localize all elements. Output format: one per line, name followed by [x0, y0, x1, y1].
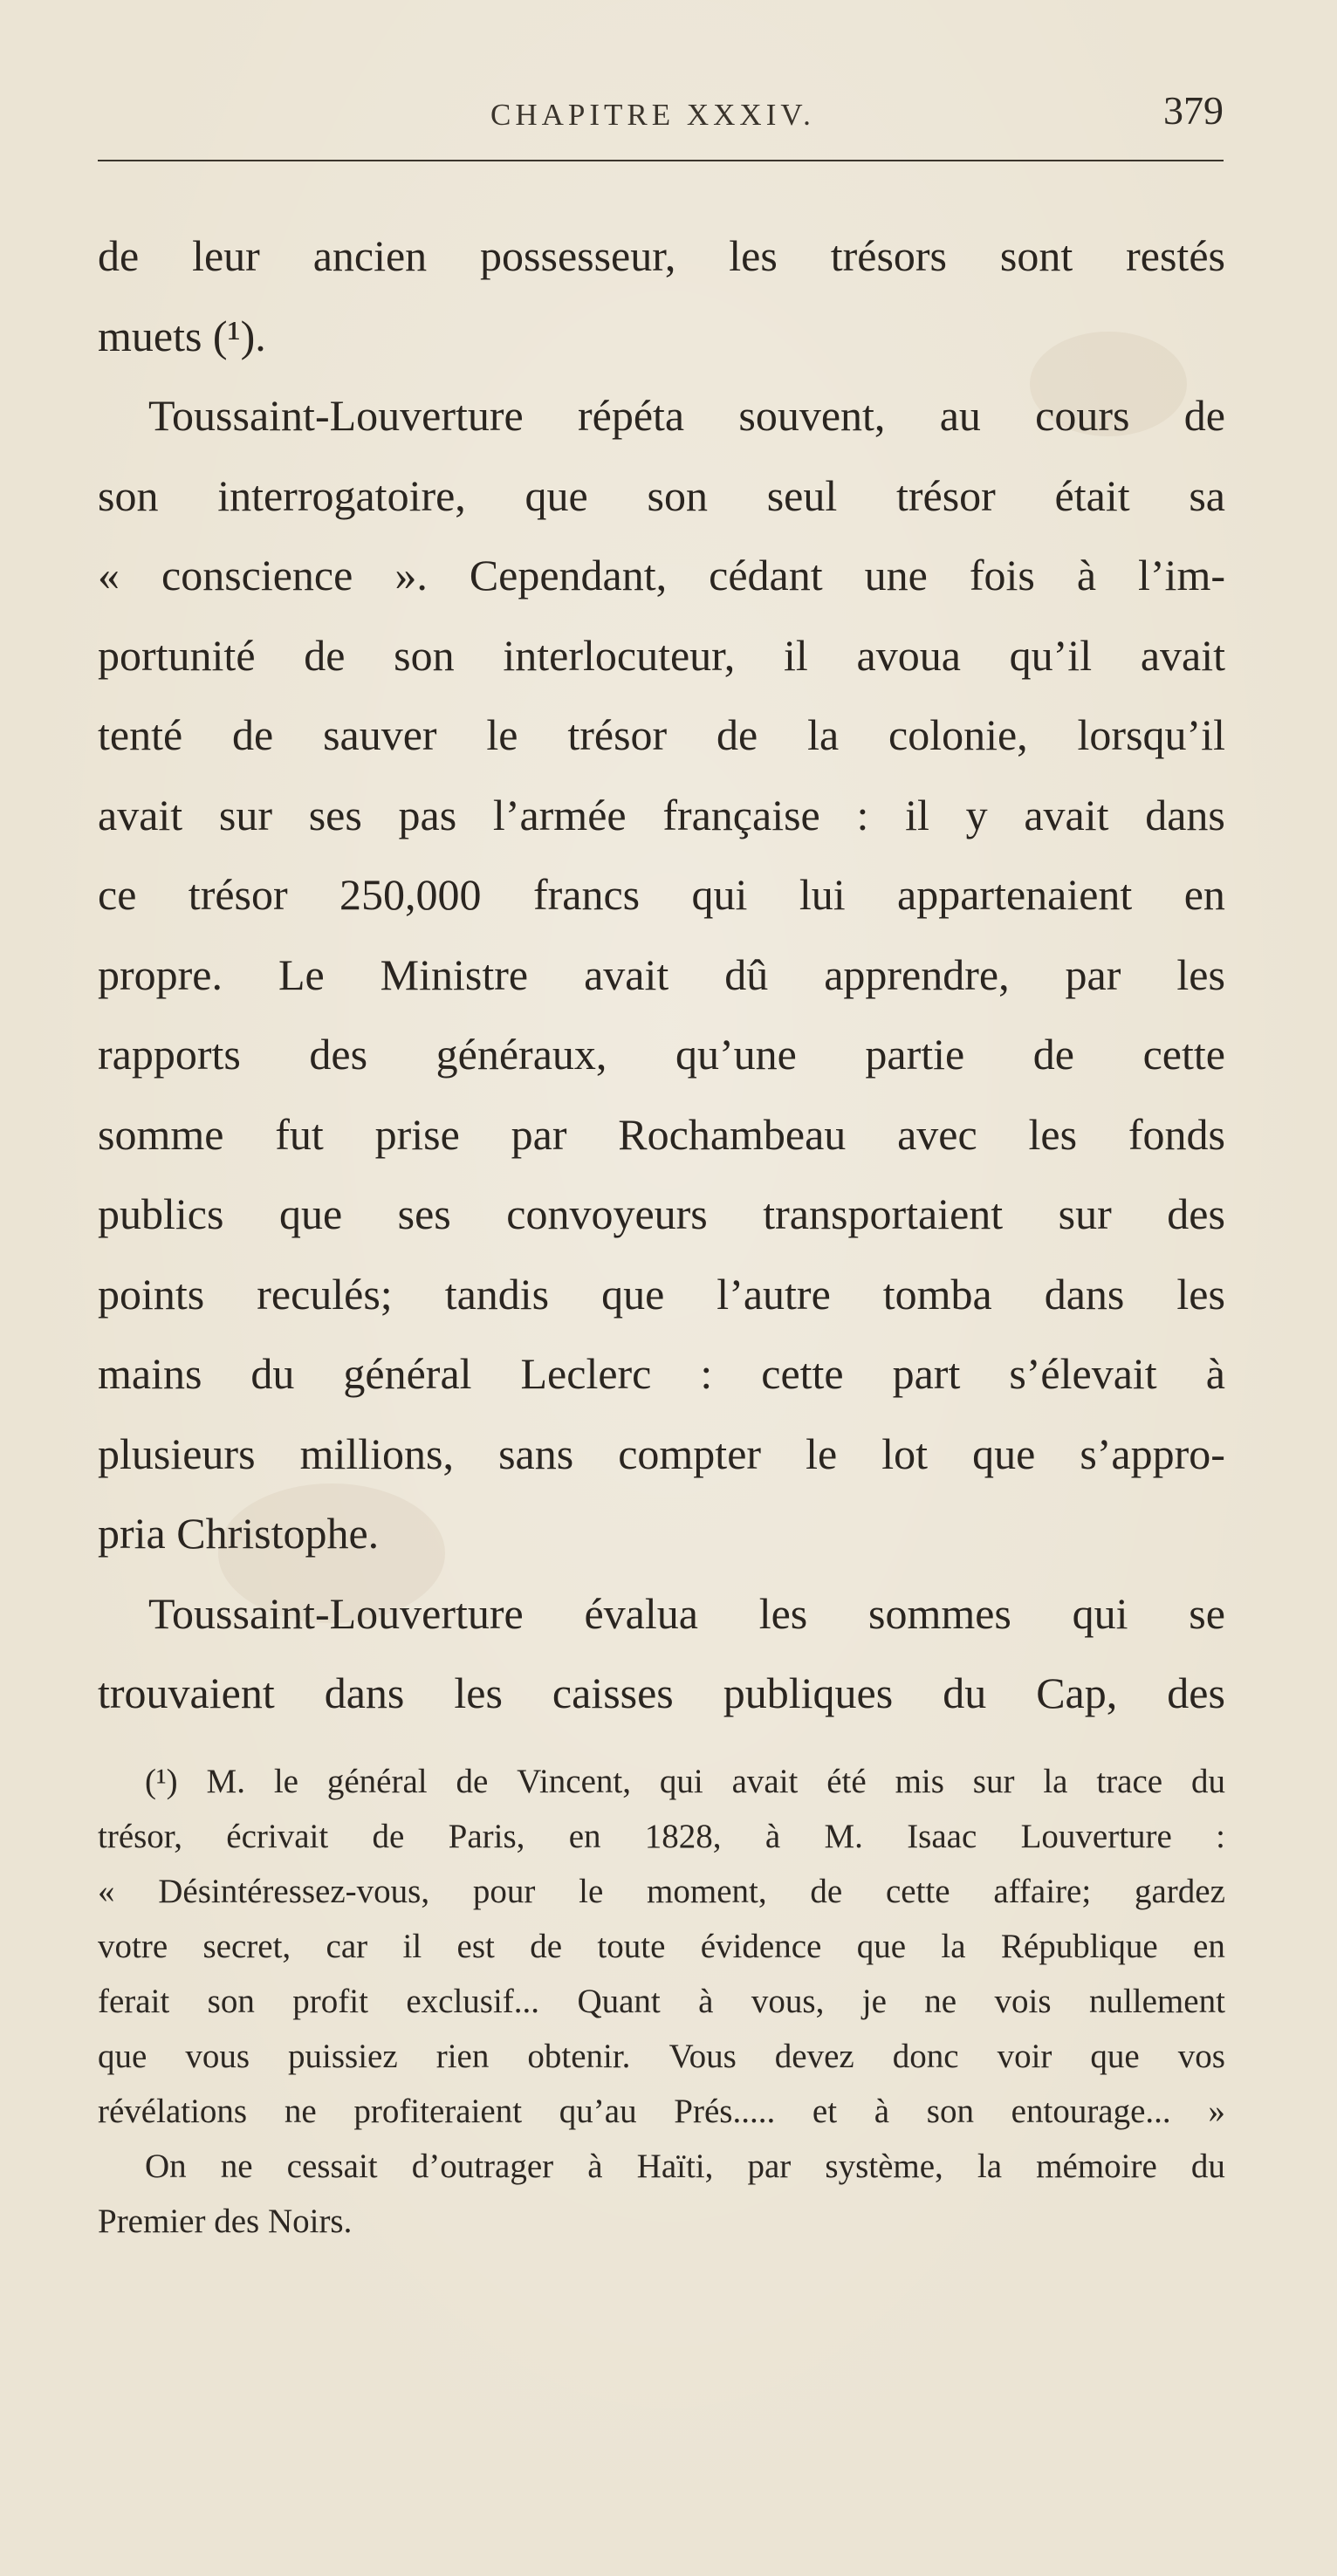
text-line: trouvaient dans les caisses publiques du Cap, des	[98, 1668, 1225, 1717]
text-line: publics que ses convoyeurs transportaient sur des	[98, 1189, 1225, 1238]
footnote	[98, 1754, 1225, 2249]
text-line: points reculés; tandis que l’autre tomba dans les	[98, 1269, 1225, 1319]
footnote-line: ferait son profit exclusif... Quant à vous, je ne vois nullement	[98, 1983, 1225, 2020]
footnote-line: que vous puissiez rien obtenir. Vous devez donc voir que vos	[98, 2038, 1225, 2075]
text-line: son interrogatoire, que son seul trésor était sa	[98, 470, 1225, 520]
text-line: Toussaint-Louverture répéta souvent, au cours de	[148, 391, 1225, 440]
text-line: propre. Le Ministre avait dû apprendre, par les	[98, 949, 1225, 999]
text-line: rapports des généraux, qu’une partie de cette	[98, 1030, 1225, 1079]
running-head: CHAPITRE XXXIV.	[490, 98, 815, 132]
header-rule	[98, 160, 1224, 161]
footnote-line: « Désintéressez-vous, pour le moment, de cette affaire; gardez	[98, 1873, 1225, 1910]
footnote-line: On ne cessait d’outrager à Haïti, par système, la mémoire du	[145, 2148, 1225, 2185]
footnote-line: trésor, écrivait de Paris, en 1828, à M. Isaac Louverture :	[98, 1818, 1225, 1855]
text-line: tenté de sauver le trésor de la colonie, lorsqu’il	[98, 710, 1225, 759]
text-line: Toussaint-Louverture évalua les sommes qui se	[148, 1588, 1225, 1638]
footnote-line: Premier des Noirs.	[98, 2203, 353, 2240]
text-line: somme fut prise par Rochambeau avec les fonds	[98, 1109, 1225, 1159]
page-number: 379	[1163, 88, 1224, 133]
text-line: portunité de son interlocuteur, il avoua qu’il avait	[98, 630, 1225, 680]
page-header	[98, 87, 1224, 148]
text-line: avait sur ses pas l’armée française : il y avait dans	[98, 790, 1225, 839]
text-line: muets (¹).	[98, 311, 266, 360]
footnote-line: (¹) M. le général de Vincent, qui avait été mis sur la trace du	[145, 1763, 1225, 1800]
main-text	[98, 216, 1225, 1734]
text-line: de leur ancien possesseur, les trésors sont restés	[98, 231, 1225, 280]
text-line: plusieurs millions, sans compter le lot que s’appro-	[98, 1428, 1225, 1478]
footnote-line: votre secret, car il est de toute évidence que la République en	[98, 1928, 1225, 1965]
text-line: pria Christophe.	[98, 1509, 380, 1558]
text-line: « conscience ». Cependant, cédant une fois à l’im-	[98, 551, 1225, 599]
text-line: ce trésor 250,000 francs qui lui appartenaient en	[98, 870, 1225, 919]
text-line: mains du général Leclerc : cette part s’élevait à	[98, 1349, 1225, 1398]
footnote-line: révélations ne profiteraient qu’au Prés..... et à son entourage... »	[98, 2093, 1225, 2130]
